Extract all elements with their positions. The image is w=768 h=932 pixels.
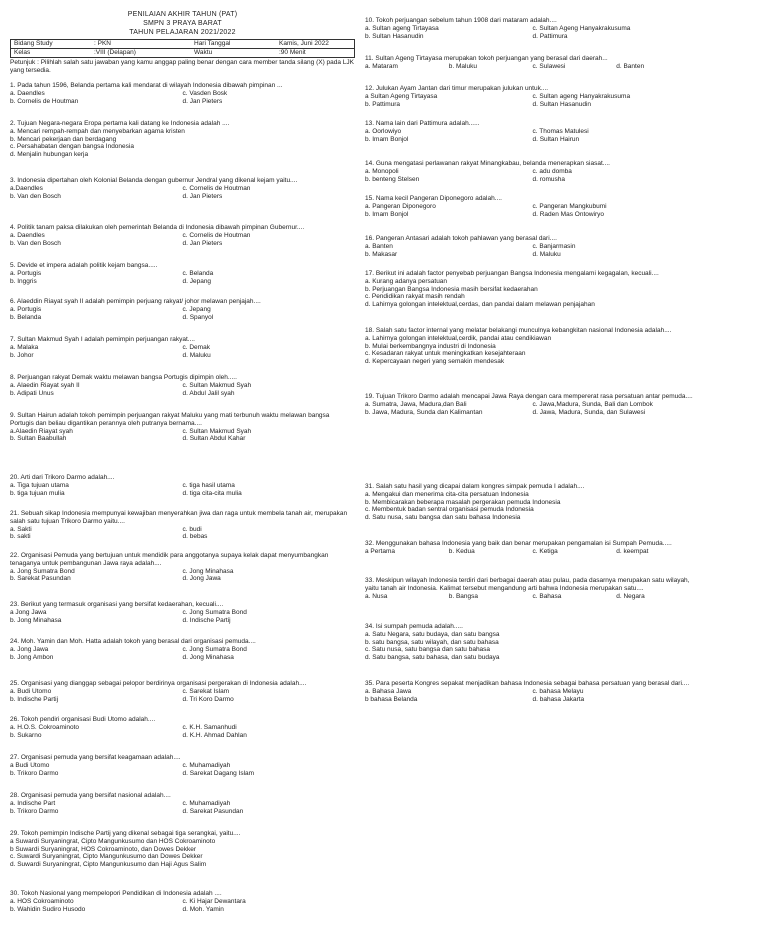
answer-option: d. Tri Koro Darmo bbox=[182, 695, 234, 703]
answer-option: b. Adipati Unus bbox=[10, 389, 54, 397]
question-stem: 14. Guna mengatasi perlawanan rakyat Minangkabau, belanda menerapkan siasat.... bbox=[365, 160, 610, 167]
answer-option: a. Portugis bbox=[10, 305, 42, 313]
answer-option: a Sultan Ageng Tirtayasa bbox=[365, 92, 438, 100]
answer-option: b. Mencari pekerjaan dan berdagang bbox=[10, 135, 117, 143]
answer-options bbox=[365, 401, 700, 417]
answer-option: d. Moh. Yamin bbox=[182, 905, 224, 913]
answer-options bbox=[10, 646, 355, 662]
answer-option: d. Maluku bbox=[182, 351, 211, 359]
question-stem: 20. Arti dari Trikoro Darmo adalah.... bbox=[10, 474, 115, 481]
answer-options bbox=[10, 568, 355, 584]
answer-option: c. Jong Sumatra Bond bbox=[182, 645, 247, 653]
question-stem: 28. Organisasi pemuda yang bersifat nasional adalah.... bbox=[10, 792, 171, 799]
question bbox=[10, 120, 355, 159]
question bbox=[10, 298, 355, 321]
question bbox=[10, 830, 355, 869]
question-stem: 4. Politik tanam paksa dilakukan oleh pemerintah Belanda di Indonesia dibawah pimpinan Gubernur.... bbox=[10, 224, 305, 231]
class-label: Kelas bbox=[14, 49, 31, 56]
answer-option: a. HOS Cokroaminoto bbox=[10, 897, 74, 905]
answer-options bbox=[10, 344, 355, 360]
answer-option: c. Sarekat Islam bbox=[182, 687, 230, 695]
answer-option: d. tiga cita-cita mulia bbox=[182, 489, 242, 497]
question bbox=[365, 393, 700, 416]
question bbox=[10, 412, 355, 443]
answer-options bbox=[10, 800, 355, 816]
answer-option: d. Sarekat Pasundan bbox=[182, 807, 244, 815]
answer-option: b. Sarekat Pasundan bbox=[10, 575, 71, 583]
date-value: Kamis, Juni 2022 bbox=[279, 40, 329, 47]
answer-options bbox=[10, 306, 355, 322]
question bbox=[365, 17, 700, 40]
question-stem: 7. Sultan Makmud Syah I adalah pemimpin perjuangan rakyat.... bbox=[10, 336, 195, 343]
right-questions bbox=[365, 0, 700, 932]
answer-option: b. Jawa, Madura, Sunda dan Kalimantan bbox=[365, 408, 483, 416]
answer-option: c. budi bbox=[182, 525, 202, 533]
answer-option: a Pertama bbox=[365, 547, 395, 555]
answer-options bbox=[365, 688, 700, 704]
answer-options bbox=[365, 335, 700, 366]
answer-option: b. Trikoro Darmo bbox=[10, 769, 59, 777]
answer-option: b. Trikoro Darmo bbox=[10, 807, 59, 815]
question bbox=[10, 552, 355, 583]
question-stem: 24. Moh. Yamin dan Moh. Hatta adalah tokoh yang berasal dari organisasi pemuda.... bbox=[10, 638, 256, 645]
answer-option: c. K.H. Samanhudi bbox=[182, 723, 237, 731]
question bbox=[365, 327, 700, 366]
answer-option: a. H.O.S. Cokroaminoto bbox=[10, 723, 79, 731]
answer-option: c. Thomas Matulesi bbox=[532, 127, 589, 135]
answer-options bbox=[365, 63, 700, 71]
question bbox=[10, 374, 355, 397]
question bbox=[10, 510, 355, 541]
answer-option: c. Pendidikan rakyat masih rendah bbox=[365, 293, 465, 301]
question-stem: 12. Julukan Ayam Jantan dari timur merupakan julukan untuk.... bbox=[365, 85, 549, 92]
answer-option: a. Tiga tujuan utama bbox=[10, 481, 69, 489]
question-stem: 13. Nama lain dari Pattimura adalah...... bbox=[365, 120, 480, 127]
answer-option: b. Inggris bbox=[10, 277, 37, 285]
answer-options bbox=[10, 688, 355, 704]
answer-option: a. Mataram bbox=[365, 62, 398, 70]
answer-options bbox=[10, 724, 355, 740]
answer-option: b. Imam Bonjol bbox=[365, 210, 409, 218]
answer-option: b. tiga tujuan mulia bbox=[10, 489, 65, 497]
answer-option: d. Jong Minahasa bbox=[182, 653, 234, 661]
answer-option: c. Sultan Makmud Syah bbox=[182, 427, 252, 435]
question bbox=[365, 235, 700, 258]
answer-option: d. Satu bangsa, satu bahasa, dan satu budaya bbox=[365, 654, 500, 662]
answer-option: a.Alaedin Riayat syah bbox=[10, 427, 73, 435]
answer-option: a. Nusa bbox=[365, 592, 388, 600]
question-stem: 25. Organisasi yang dianggap sebagai pelopor berdirinya organisasi pergerakan di Indonesia adalah.... bbox=[10, 680, 307, 687]
answer-option: c. Pangeran Mangkubumi bbox=[532, 202, 607, 210]
answer-option: a. Mencari rempah-rempah dan menyebarkan agama kristen bbox=[10, 127, 185, 135]
answer-option: d. Sultan Hairun bbox=[532, 135, 580, 143]
answer-option: d. Maluku bbox=[532, 250, 561, 258]
question-stem: 1. Pada tahun 1596, Belanda pertama kali mendarat di wilayah Indonesia dibawah pimpinan ... bbox=[10, 82, 283, 89]
answer-option: d. bebas bbox=[182, 533, 208, 541]
answer-option: c. Muhamadiyah bbox=[182, 799, 231, 807]
answer-option: d. K.H. Ahmad Dahlan bbox=[182, 731, 247, 739]
answer-option: b. Bangsa bbox=[448, 592, 479, 600]
question bbox=[365, 195, 700, 218]
school-year: TAHUN PELAJARAN 2021/2022 bbox=[129, 29, 236, 36]
answer-option: b. Sultan Baabullah bbox=[10, 435, 67, 443]
question-stem: 11. Sultan Ageng Tirtayasa merupakan tokoh perjuangan yang berasal dari daerah... bbox=[365, 55, 608, 62]
answer-options bbox=[10, 609, 355, 625]
answer-option: c. Belanda bbox=[182, 269, 214, 277]
answer-options bbox=[365, 243, 700, 259]
question bbox=[365, 85, 700, 108]
answer-options bbox=[10, 185, 355, 201]
instructions: Petunjuk : Pilihlah salah satu jawaban yang kamu anggap paling benar dengan cara member tanda silang (X) pada LJK yang tersedia. bbox=[10, 59, 355, 74]
answer-option: a. Kurang adanya persatuan bbox=[365, 277, 448, 285]
question bbox=[10, 474, 355, 497]
answer-option: d. Jan Pieters bbox=[182, 192, 223, 200]
subject-label: Bidang Study bbox=[14, 40, 53, 47]
question-stem: 33. Meskipun wilayah Indonesia terdiri dari berbagai daerah atau pulau, pada dasarnya merupakan satu wilayah, yaitu tanah air Indonesia. Kalimat tersebut mengandung arti bahwa Indonesia merupakan satu.... bbox=[365, 577, 690, 592]
answer-option: d. Raden Mas Ontowiryo bbox=[532, 210, 605, 218]
answer-option: c. Kesadaran rakyat untuk meningkatkan kesejahteraan bbox=[365, 350, 526, 358]
question bbox=[365, 577, 700, 600]
answer-option: b. Mulai berkembangnya industri di Indonesia bbox=[365, 342, 496, 350]
answer-option: a. Mengakui dan menerima cita-cita persatuan Indonesia bbox=[365, 490, 529, 498]
answer-option: b. Van den Bosch bbox=[10, 239, 61, 247]
question-stem: 21. Sebuah sikap Indonesia mempunyai kewajiban menyerahkan jiwa dan raga untuk membela tanah air, merupakan salah satu tujuan Trikoro Darmo yaitu.... bbox=[10, 510, 348, 525]
question bbox=[365, 483, 700, 522]
answer-options bbox=[365, 128, 700, 144]
question-stem: 23. Berikut yang termasuk organisasi yang bersifat kedaerahan, kecuali.... bbox=[10, 601, 224, 608]
question bbox=[10, 262, 355, 285]
answer-options bbox=[10, 270, 355, 286]
question bbox=[10, 82, 355, 105]
answer-option: d. Sultan Abdul Kahar bbox=[182, 435, 246, 443]
answer-option: b. sakti bbox=[10, 533, 31, 541]
answer-option: b bahasa Belanda bbox=[365, 695, 418, 703]
question-stem: 31. Salah satu hasil yang dicapai dalam kongres simpak pemuda I adalah.... bbox=[365, 483, 585, 490]
answer-option: c. tiga hasil utama bbox=[182, 481, 235, 489]
answer-option: a. Monopoli bbox=[365, 167, 399, 175]
time-label: Waktu bbox=[194, 49, 213, 56]
answer-option: b. Jong Ambon bbox=[10, 653, 54, 661]
answer-option: c. Banjarmasin bbox=[532, 242, 576, 250]
answer-option: a. Lahirnya golongan intelektual,cerdik, pandai atau cendikiawan bbox=[365, 334, 552, 342]
answer-option: c. Ketiga bbox=[532, 547, 558, 555]
answer-option: a. Sakti bbox=[10, 525, 32, 533]
answer-option: a. Pangeran Diponegoro bbox=[365, 202, 436, 210]
question-stem: 34. Isi sumpah pemuda adalah..... bbox=[365, 623, 463, 630]
answer-option: a. Daendles bbox=[10, 89, 45, 97]
answer-options bbox=[365, 203, 700, 219]
answer-option: c. Bahasa bbox=[532, 592, 562, 600]
left-questions bbox=[10, 0, 355, 932]
answer-option: b. Belanda bbox=[10, 313, 42, 321]
answer-option: b. Kedua bbox=[448, 547, 475, 555]
answer-option: a. Bahasa Jawa bbox=[365, 687, 412, 695]
question-stem: 22. Organisasi Pemuda yang bertujuan untuk mendidik para anggotanya supaya kelak dapat menyumbangkan tenaganya untuk pembangunan Jawa raya adalah.... bbox=[10, 552, 329, 567]
answer-option: c. Jawa,Madura, Sunda, Bali dan Lombok bbox=[532, 400, 653, 408]
question bbox=[10, 224, 355, 247]
answer-option: d. Sultan Hasanudin bbox=[532, 100, 592, 108]
answer-option: a. Malaka bbox=[10, 343, 39, 351]
answer-option: a. Sultan ageng Tirtayasa bbox=[365, 24, 439, 32]
answer-option: d. Jepang bbox=[182, 277, 212, 285]
answer-option: a. Sumatra, Jawa, Madura,dan Bali bbox=[365, 400, 467, 408]
question-stem: 8. Perjuangan rakyat Demak waktu melawan bangsa Portugis dipimpin oleh..... bbox=[10, 374, 237, 381]
answer-options bbox=[10, 762, 355, 778]
answer-option: b. Cornelis de Houtman bbox=[10, 97, 79, 105]
answer-option: d. Indische Partij bbox=[182, 616, 231, 624]
answer-option: a. Jong Jawa bbox=[10, 645, 49, 653]
answer-option: b. benteng Stelsen bbox=[365, 175, 420, 183]
answer-option: d. Jawa, Madura, Sunda, dan Sulawesi bbox=[532, 408, 646, 416]
answer-option: d. romusha bbox=[532, 175, 566, 183]
answer-options bbox=[10, 232, 355, 248]
class-value: :VIII (Delapan) bbox=[94, 49, 136, 56]
question-stem: 17. Berikut ini adalah factor penyebab perjuangan Bangsa Indonesia mengalami kegagalan, kecuali.... bbox=[365, 270, 659, 277]
answer-option: a. Indische Part bbox=[10, 799, 56, 807]
answer-option: a. Alaedin Riayat syah II bbox=[10, 381, 80, 389]
answer-option: c. Sulawesi bbox=[532, 62, 566, 70]
answer-option: c. Cornelis de Houtman bbox=[182, 184, 251, 192]
question-stem: 32. Menggunakan bahasa Indonesia yang baik dan benar merupakan pengamalan isi Sumpah Pemuda..... bbox=[365, 540, 672, 547]
answer-option: c. Persahabatan dengan bangsa Indonesia bbox=[10, 143, 134, 151]
answer-option: c. Sultan Ageng Hanyakrakusuma bbox=[532, 24, 631, 32]
answer-option: a. Satu Negara, satu budaya, dan satu bangsa bbox=[365, 630, 500, 638]
answer-option: a. Budi Utomo bbox=[10, 687, 52, 695]
question-stem: 2. Tujuan Negara-negara Eropa pertama kali datang ke Indonesia adalah .... bbox=[10, 120, 230, 127]
question bbox=[365, 160, 700, 183]
answer-option: d. Satu nusa, satu bangsa dan satu bahasa Indonesia bbox=[365, 514, 521, 522]
question-stem: 15. Nama kecil Pangeran Diponegoro adalah.... bbox=[365, 195, 502, 202]
answer-option: b Suwardi Suryaningrat, HOS Cokroaminoto, dan Dowes Dekker bbox=[10, 845, 197, 853]
date-label: Hari Tanggal bbox=[194, 40, 231, 47]
question-stem: 3. Indonesia dipertahan oleh Kolonial Belanda dengan gubernur Jendral yang dikenal kejam yaitu.... bbox=[10, 177, 298, 184]
question bbox=[10, 336, 355, 359]
school-name: SMPN 3 PRAYA BARAT bbox=[143, 20, 222, 27]
answer-option: c. Sultan Makmud Syah bbox=[182, 381, 252, 389]
answer-option: b. Maluku bbox=[448, 62, 477, 70]
answer-option: b. Membicarakan beberapa masalah pergerakan pemuda Indonesia bbox=[365, 498, 561, 506]
answer-option: b. Van den Bosch bbox=[10, 192, 61, 200]
answer-option: b. Indische Partij bbox=[10, 695, 59, 703]
answer-option: d. Menjalin hubungan kerja bbox=[10, 151, 89, 159]
answer-option: c. Demak bbox=[182, 343, 210, 351]
question-stem: 18. Salah satu factor internal yang melatar belakangi munculnya kebangkitan nasional Indonesia adalah.... bbox=[365, 327, 672, 334]
answer-option: a. Oorlowiyo bbox=[365, 127, 402, 135]
question bbox=[365, 540, 700, 556]
question bbox=[10, 177, 355, 200]
question-stem: 30. Tokoh Nasional yang mempelopori Pendidikan di Indonesia adalah .... bbox=[10, 890, 222, 897]
answer-options bbox=[10, 128, 355, 159]
question bbox=[10, 754, 355, 777]
answer-option: b. Johor bbox=[10, 351, 34, 359]
question bbox=[10, 680, 355, 703]
answer-option: a Jong Jawa bbox=[10, 608, 47, 616]
question-stem: 10. Tokoh perjuangan sebelum tahun 1908 dari mataram adalah.... bbox=[365, 17, 557, 24]
question-stem: 6. Alaeddin Riayat syah II adalah pemimpin perjuang rakyat/ johor melawan penjajah.... bbox=[10, 298, 261, 305]
question-stem: 9. Sultan Hairun adalah tokoh pemimpin perjuangan rakyat Maluku yang mati terbunuh waktu melawan bangsa Portugis dan beliau digantikan perannya oleh putranya bernama.... bbox=[10, 412, 330, 427]
answer-option: c. Jepang bbox=[182, 305, 211, 313]
question bbox=[365, 680, 700, 703]
answer-option: c. Sultan ageng Hanyakrakusuma bbox=[532, 92, 631, 100]
answer-option: c. Muhamadiyah bbox=[182, 761, 231, 769]
answer-options bbox=[10, 382, 355, 398]
answer-option: a Suwardi Suryaningrat, Cipto Mangunkusumo dan HOS Cokroaminoto bbox=[10, 837, 216, 845]
question-stem: 16. Pangeran Antasari adalah tokoh pahlawan yang berasal dari.... bbox=[365, 235, 557, 242]
answer-option: d. Spanyol bbox=[182, 313, 214, 321]
answer-options bbox=[365, 491, 700, 522]
question-stem: 35. Para peserta Kongres sepakat menjadikan bahasa Indonesia sebagai bahasa persatuan yang berasal dari.... bbox=[365, 680, 690, 687]
answer-option: d. Jong Jawa bbox=[182, 575, 221, 583]
answer-option: c. Ki Hajar Dewantara bbox=[182, 897, 246, 905]
answer-option: a. Daendles bbox=[10, 231, 45, 239]
answer-option: c. bahasa Melayu bbox=[532, 687, 584, 695]
answer-options bbox=[10, 428, 355, 444]
answer-options bbox=[365, 93, 700, 109]
answer-option: d. keempat bbox=[616, 547, 649, 555]
answer-options bbox=[10, 838, 355, 869]
answer-options bbox=[10, 526, 355, 542]
question-stem: 29. Tokoh pemimpin Indische Partij yang dikenal sebagai tiga serangkai, yaitu.... bbox=[10, 830, 241, 837]
answer-options bbox=[10, 90, 355, 106]
question-stem: 5. Devide et impera adalah politik kejam bangsa..... bbox=[10, 262, 158, 269]
answer-option: d. Negara bbox=[616, 592, 645, 600]
question bbox=[10, 890, 355, 913]
answer-option: b. Jong Minahasa bbox=[10, 616, 62, 624]
answer-option: c. Membentuk badan sentral organisasi pemuda Indonesia bbox=[365, 506, 534, 514]
answer-option: b. Sukarno bbox=[10, 731, 42, 739]
exam-title: PENILAIAN AKHIR TAHUN (PAT) bbox=[127, 11, 238, 18]
question bbox=[365, 623, 700, 662]
answer-options bbox=[365, 25, 700, 41]
question bbox=[365, 270, 700, 309]
answer-option: b. Imam Bonjol bbox=[365, 135, 409, 143]
answer-options bbox=[365, 631, 700, 662]
answer-options bbox=[365, 278, 700, 309]
question bbox=[10, 601, 355, 624]
answer-option: c. adu domba bbox=[532, 167, 572, 175]
answer-option: b. Makasar bbox=[365, 250, 398, 258]
answer-option: d. Kepercayaan negeri yang semakin mendesak bbox=[365, 358, 505, 366]
answer-option: b. Sultan Hasanudin bbox=[365, 32, 424, 40]
answer-option: c. Jong Sumatra Bond bbox=[182, 608, 247, 616]
answer-option: c. Suwardi Suryaningrat, Cipto Mangunkusumo dan Dowes Dekker bbox=[10, 853, 203, 861]
time-value: :90 Menit bbox=[279, 49, 306, 56]
question bbox=[365, 55, 700, 71]
answer-option: a. Jong Sumatra Bond bbox=[10, 567, 75, 575]
question-stem: 26. Tokoh pendiri organisasi Budi Utomo adalah.... bbox=[10, 716, 156, 723]
answer-option: a. Banten bbox=[365, 242, 393, 250]
answer-option: c. Vasden Bosk bbox=[182, 89, 228, 97]
answer-option: a. Portugis bbox=[10, 269, 42, 277]
question bbox=[10, 792, 355, 815]
question-stem: 27. Organisasi pemuda yang bersifat keagamaan adalah.... bbox=[10, 754, 181, 761]
answer-option: c. Cornelis de Houtman bbox=[182, 231, 251, 239]
question bbox=[365, 120, 700, 143]
answer-option: d. Suwardi Suryaningrat, Cipto Mangunkusumo dan Haji Agus Salim bbox=[10, 861, 207, 869]
answer-options bbox=[365, 548, 700, 556]
question bbox=[10, 638, 355, 661]
answer-option: c. Jong Minahasa bbox=[182, 567, 234, 575]
answer-option: d. Abdul Jalil syah bbox=[182, 389, 235, 397]
answer-options bbox=[365, 593, 700, 601]
subject-value: : PKN bbox=[94, 40, 111, 47]
answer-option: b. Perjuangan Bangsa Indonesia masih bersifat kedaerahan bbox=[365, 285, 538, 293]
answer-option: b. satu bangsa, satu wilayah, dan satu bahasa bbox=[365, 638, 499, 646]
answer-options bbox=[365, 168, 700, 184]
answer-option: a.Daendles bbox=[10, 184, 43, 192]
answer-option: d. Banten bbox=[616, 62, 645, 70]
question bbox=[10, 716, 355, 739]
answer-option: d. Pattimura bbox=[532, 32, 568, 40]
answer-option: b. Wahidin Sudiro Husodo bbox=[10, 905, 86, 913]
answer-option: d. Jan Pieters bbox=[182, 239, 223, 247]
answer-option: d. bahasa Jakarta bbox=[532, 695, 585, 703]
answer-option: d. Sarekat Dagang Islam bbox=[182, 769, 255, 777]
answer-option: b. Pattimura bbox=[365, 100, 401, 108]
answer-options bbox=[10, 898, 355, 914]
answer-options bbox=[10, 482, 355, 498]
answer-option: c. Satu nusa, satu bangsa dan satu bahasa bbox=[365, 646, 491, 654]
question-stem: 19. Tujuan Trikoro Darmo adalah mencapai Jawa Raya dengan cara mempererat rasa persatuan antar pemuda.... bbox=[365, 393, 693, 400]
answer-option: d. Jan Pieters bbox=[182, 97, 223, 105]
answer-option: a Budi Utomo bbox=[10, 761, 50, 769]
answer-option: d. Lahirnya golongan intelektual,cerdas, dan pandai dalam melawan penjajahan bbox=[365, 301, 595, 309]
